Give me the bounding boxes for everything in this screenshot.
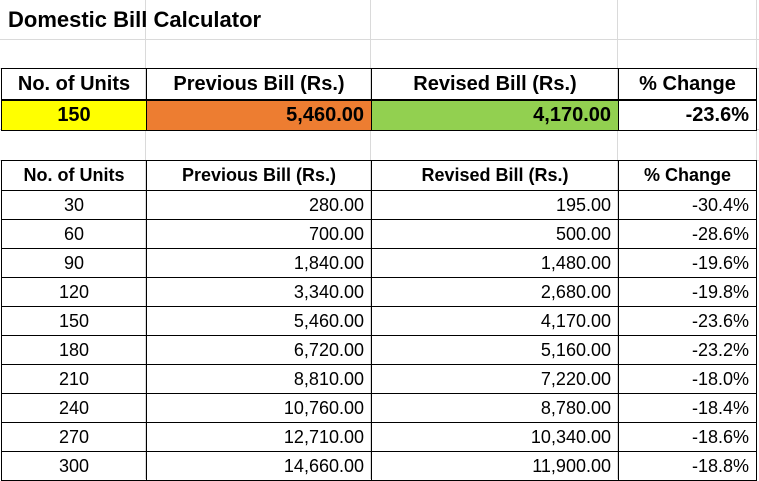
- units-cell[interactable]: 240: [2, 394, 147, 423]
- table-row: [2, 191, 757, 220]
- column-header-revised-bill[interactable]: Revised Bill (Rs.): [372, 161, 619, 191]
- revised-bill-cell[interactable]: 7,220.00: [372, 365, 619, 394]
- previous-bill-cell[interactable]: 280.00: [147, 191, 372, 220]
- units-cell[interactable]: 90: [2, 249, 147, 278]
- table-row: [2, 278, 757, 307]
- units-cell[interactable]: 300: [2, 452, 147, 481]
- table-header-row: [2, 161, 757, 191]
- units-cell[interactable]: 150: [2, 307, 147, 336]
- summary-header-units[interactable]: No. of Units: [2, 69, 147, 101]
- column-header-units[interactable]: No. of Units: [2, 161, 147, 191]
- revised-bill-cell[interactable]: 2,680.00: [372, 278, 619, 307]
- table-row: [2, 423, 757, 452]
- previous-bill-cell[interactable]: 700.00: [147, 220, 372, 249]
- revised-bill-cell[interactable]: 11,900.00: [372, 452, 619, 481]
- percent-change-cell[interactable]: -18.6%: [619, 423, 757, 452]
- previous-bill-cell[interactable]: 5,460.00: [147, 307, 372, 336]
- units-cell[interactable]: 180: [2, 336, 147, 365]
- previous-bill-cell[interactable]: 6,720.00: [147, 336, 372, 365]
- table-row: [2, 307, 757, 336]
- table-row: [2, 336, 757, 365]
- percent-change-cell[interactable]: -28.6%: [619, 220, 757, 249]
- column-header-percent-change[interactable]: % Change: [619, 161, 757, 191]
- revised-bill-cell[interactable]: 10,340.00: [372, 423, 619, 452]
- percent-change-cell[interactable]: -23.6%: [619, 100, 757, 131]
- revised-bill-cell[interactable]: 8,780.00: [372, 394, 619, 423]
- percent-change-cell[interactable]: -18.0%: [619, 365, 757, 394]
- summary-value-row: [2, 100, 757, 131]
- table-row: [2, 452, 757, 481]
- revised-bill-cell[interactable]: 4,170.00: [372, 307, 619, 336]
- previous-bill-cell[interactable]: 10,760.00: [147, 394, 372, 423]
- units-cell[interactable]: 270: [2, 423, 147, 452]
- units-cell[interactable]: 60: [2, 220, 147, 249]
- summary-header-row: [2, 69, 757, 101]
- table-row: [2, 220, 757, 249]
- percent-change-cell[interactable]: -23.2%: [619, 336, 757, 365]
- percent-change-cell[interactable]: -19.8%: [619, 278, 757, 307]
- previous-bill-cell[interactable]: 1,840.00: [147, 249, 372, 278]
- previous-bill-cell[interactable]: 5,460.00: [147, 100, 372, 131]
- revised-bill-cell[interactable]: 195.00: [372, 191, 619, 220]
- table-row: [2, 365, 757, 394]
- column-header-previous-bill[interactable]: Previous Bill (Rs.): [147, 161, 372, 191]
- summary-header-revised-bill[interactable]: Revised Bill (Rs.): [372, 69, 619, 101]
- sheet-title[interactable]: Domestic Bill Calculator: [8, 7, 262, 32]
- percent-change-cell[interactable]: -18.4%: [619, 394, 757, 423]
- units-input-cell[interactable]: 150: [2, 100, 147, 131]
- percent-change-cell[interactable]: -23.6%: [619, 307, 757, 336]
- revised-bill-cell[interactable]: 5,160.00: [372, 336, 619, 365]
- revised-bill-cell[interactable]: 500.00: [372, 220, 619, 249]
- percent-change-cell[interactable]: -19.6%: [619, 249, 757, 278]
- previous-bill-cell[interactable]: 12,710.00: [147, 423, 372, 452]
- summary-header-previous-bill[interactable]: Previous Bill (Rs.): [147, 69, 372, 101]
- summary-header-percent-change[interactable]: % Change: [619, 69, 757, 101]
- previous-bill-cell[interactable]: 14,660.00: [147, 452, 372, 481]
- units-cell[interactable]: 30: [2, 191, 147, 220]
- percent-change-cell[interactable]: -18.8%: [619, 452, 757, 481]
- previous-bill-cell[interactable]: 8,810.00: [147, 365, 372, 394]
- table-row: [2, 249, 757, 278]
- units-cell[interactable]: 120: [2, 278, 147, 307]
- revised-bill-cell[interactable]: 1,480.00: [372, 249, 619, 278]
- percent-change-cell[interactable]: -30.4%: [619, 191, 757, 220]
- bill-comparison-table: [1, 160, 757, 481]
- table-row: [2, 394, 757, 423]
- summary-table: [1, 68, 757, 131]
- revised-bill-cell[interactable]: 4,170.00: [372, 100, 619, 131]
- previous-bill-cell[interactable]: 3,340.00: [147, 278, 372, 307]
- units-cell[interactable]: 210: [2, 365, 147, 394]
